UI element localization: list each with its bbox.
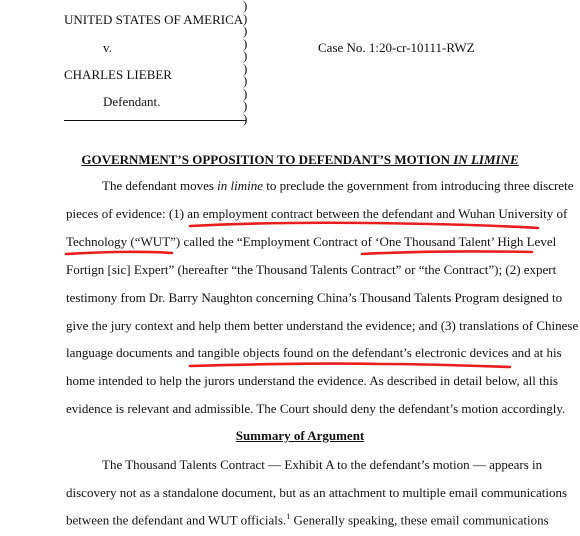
paren: ) bbox=[243, 60, 248, 76]
summary-heading: Summary of Argument bbox=[235, 428, 365, 443]
defendant-role: Defendant. bbox=[103, 94, 161, 109]
red-underline-wut bbox=[66, 252, 172, 254]
paren: ) bbox=[243, 10, 248, 26]
paragraph-line: evidence is relevant and admissible. The Court should deny the defendant’s motion accordingly. bbox=[66, 401, 566, 416]
paren: ) bbox=[243, 0, 248, 13]
paragraph-line: testimony from Dr. Barry Naughton concerning China’s Thousand Talents Program designed to bbox=[66, 290, 563, 305]
document-title bbox=[0, 152, 580, 168]
italic-run: in limine bbox=[217, 178, 264, 193]
paren: ) bbox=[243, 48, 248, 63]
text-run: The defendant moves bbox=[102, 178, 218, 193]
red-underline-contract bbox=[190, 223, 538, 228]
caption-rule bbox=[64, 120, 246, 121]
red-underline-tangible bbox=[190, 364, 510, 367]
paragraph-line: Fortign [sic] Expert” (hereafter “the Thousand Talents Contract” or “the Contract”); (2) expert bbox=[66, 262, 557, 277]
paragraph-line bbox=[102, 178, 573, 194]
text-run: to preclude the government from introducing three discrete bbox=[263, 178, 574, 193]
paren: ) bbox=[243, 98, 248, 113]
paragraph-line bbox=[66, 512, 549, 528]
text-run: Generally speaking, these email communications bbox=[290, 512, 549, 528]
title-main: GOVERNMENT’S OPPOSITION TO DEFENDANT’S MOTION bbox=[81, 152, 454, 167]
paragraph-line: home intended to help the jurors understand the evidence. As described in detail below, all this bbox=[66, 373, 558, 388]
paragraph-line: Technology (“WUT”) called the “Employment Contract of ‘One Thousand Talent’ High Level bbox=[66, 234, 557, 249]
plaintiff-name: UNITED STATES OF AMERICA bbox=[64, 12, 244, 27]
paragraph-line: pieces of evidence: (1) an employment contract between the defendant and Wuhan University of bbox=[66, 206, 568, 221]
text-run: between the defendant and WUT officials. bbox=[66, 512, 287, 528]
caption-parentheses bbox=[243, 0, 255, 125]
red-underline-thousand-talent bbox=[362, 251, 532, 254]
defendant-name: CHARLES LIEBER bbox=[64, 67, 172, 82]
title-italic: IN LIMINE bbox=[453, 152, 519, 167]
paren: ) bbox=[243, 110, 248, 126]
paren: ) bbox=[243, 23, 248, 38]
versus-label: v. bbox=[103, 40, 112, 55]
paragraph-line: The Thousand Talents Contract — Exhibit A to the defendant’s motion — appears in bbox=[102, 457, 543, 472]
paren: ) bbox=[243, 73, 248, 88]
footnote-marker: 1 bbox=[286, 512, 291, 521]
paren: ) bbox=[243, 35, 248, 51]
paragraph-line: discovery not as a standalone document, but as an attachment to multiple email communications bbox=[66, 485, 568, 500]
paragraph-line: give the jury context and help them better understand the evidence; and (3) translations of Chinese bbox=[66, 318, 579, 333]
paren: ) bbox=[243, 85, 248, 101]
paragraph-line: language documents and tangible objects found on the defendant’s electronic devices and at his bbox=[66, 345, 562, 360]
case-number: Case No. 1:20-cr-10111-RWZ bbox=[318, 40, 475, 55]
